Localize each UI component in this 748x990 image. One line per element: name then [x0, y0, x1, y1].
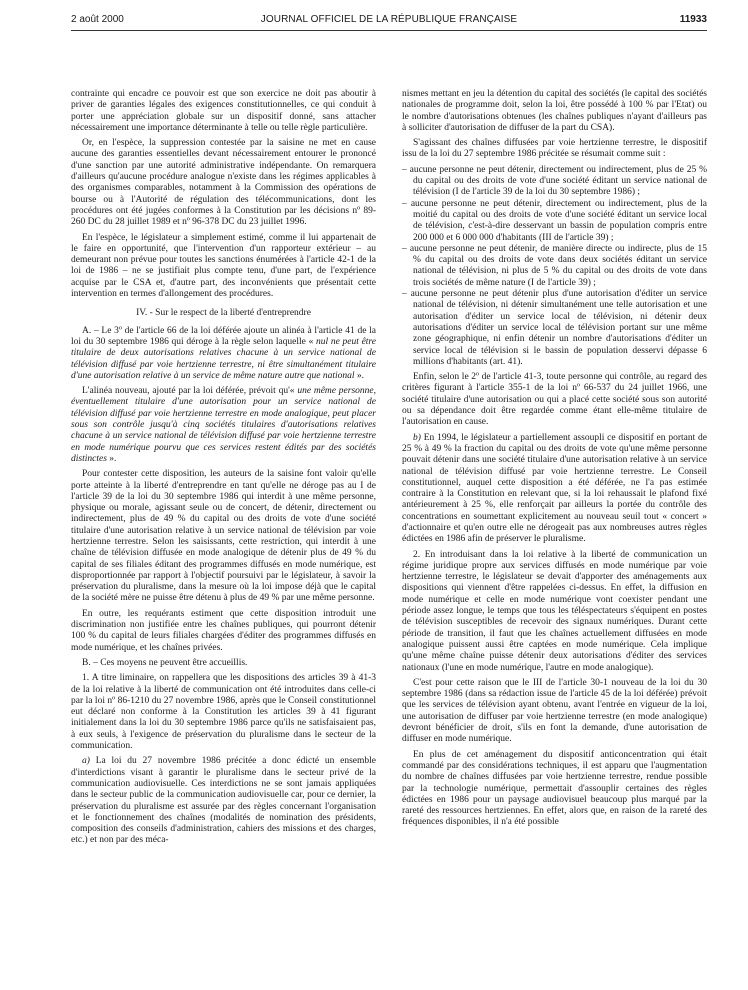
paragraph: En outre, les requérants estiment que cette disposition introduit une discrimination non justifiée entre les chaînes publiques, qui pourront détenir 100 % du capital de leurs filiales chargées d'éditer des programmes diffusés en mode numérique, et les chaînes privées.: [71, 608, 376, 653]
journal-title: JOURNAL OFFICIEL DE LA RÉPUBLIQUE FRANÇAISE: [260, 14, 518, 25]
paragraph: a) La loi du 27 novembre 1986 précitée a donc édicté un ensemble d'interdictions visant à garantir le pluralisme dans le secteur privé de la communication audiovisuelle. Ces interdictions ne se sont jamais appliquées dans le secteur public de la communication audiovisuelle car, pour ce dernier, la préservation du pluralisme est assurée par des règles concernant l'organisation et le fonctionnement des chaînes (modalités de nomination des présidents, composition des conseils d'administration, cahiers des missions et des charges, etc.) et non par des méca-: [71, 756, 376, 846]
quoted-law-text: une même personne, éventuellement titulaire d'une autorisation pour un service national de télévision diffusé par voie hertzienne terrestre en mode analogique, peut placer sous son contrôle jusqu'à cinq sociétés titulaires d'autorisations relatives chacune à un service national de télévision diffusé par voie hertzienne terrestre en mode numérique pourvu que ces services restent édités par des sociétés distinctes: [71, 386, 376, 464]
paragraph: B. – Ces moyens ne peuvent être accueillis.: [82, 657, 248, 668]
paragraph: A. – Le 3º de l'article 66 de la loi déférée ajoute un alinéa à l'article 41 de la loi du 30 septembre 1986 qui déroge à la règle selon laquelle « nul ne peut être titulaire de deux autorisations relatives chacune à un service national de télévision diffusé par voie hertzienne terrestre, ni être simultanément titulaire d'une autorisation relative à un service de même nature autre que national ».: [71, 325, 376, 381]
paragraph: Enfin, selon le 2º de l'article 41-3, toute personne qui contrôle, au regard des critères figurant à l'article 355-1 de la loi nº 66-537 du 24 juillet 1966, une société titulaire d'une autorisation ou qui a placé cette société sous son autorité ou sa dépendance doit être regardée comme étant elle-même titulaire de l'autorisation en cause.: [402, 372, 707, 428]
left-column: [71, 89, 376, 851]
paragraph: 1. A titre liminaire, on rappellera que les dispositions des articles 39 à 41-3 de la loi relative à la liberté de communication ont été introduites dans celle-ci par la loi nº 86-1210 du 27 novembre 1986, après que le Conseil constitutionnel eut déclaré non conforme à la Constitution les articles 39 à 41 figurant initialement dans la loi du 30 septembre 1986 parce qu'ils ne satisfaisaient pas, à eux seuls, à l'exigence de préservation du pluralisme dans le secteur de la communication.: [71, 673, 376, 752]
rules-list: [402, 165, 707, 368]
issue-date: 2 août 2000: [71, 14, 124, 25]
list-item: – aucune personne ne peut détenir plus d'une autorisation d'éditer un service national de télévision, ni détenir simultanément une telle autorisation et une autorisation d'éditer un service local de télévision, ni détenir deux autorisations d'éditer un service local de télévision portant sur une même zone géographique, ni enfin détenir un nombre d'autorisations d'éditer un service local de télévision si le bassin de population desservi dépasse 6 millions d'habitants (art. 41).: [402, 289, 707, 368]
right-column: [402, 89, 707, 833]
running-header: [71, 14, 707, 28]
paragraph: Pour contester cette disposition, les auteurs de la saisine font valoir qu'elle porte atteinte à la liberté d'entreprendre en tant qu'elle ne déroge pas au I de l'article 39 de la loi du 30 septembre 1986 qui interdit à une même personne, physique ou morale, agissant seule ou de concert, de détenir, directement ou indirectement, plus de 49 % du capital ou des droits de vote d'une société titulaire d'une autorisation relative à un service national de télévision par voie hertzienne terrestre. Selon les saisissants, cette restriction, qui interdit à une chaîne de télévision diffusée en mode analogique de détenir plus de 49 % du capital de ses filiales éditant des programmes diffusés en mode numérique, est disproportionnée par rapport à l'objectif poursuivi par le législateur, à savoir la préservation du pluralisme, dans la mesure où la loi impose déjà que le capital de la société mère ne puisse être détenu à plus de 49 % par une même personne.: [71, 469, 376, 604]
paragraph: C'est pour cette raison que le III de l'article 30-1 nouveau de la loi du 30 septembre 1986 (dans sa rédaction issue de l'article 45 de la loi déférée) prévoit que les services de télévision ayant obtenu, avant l'entrée en vigueur de la loi, une autorisation de diffuser par voie hertzienne terrestre (en mode analogique) devront bénéficier de droit, s'ils en font la demande, d'une autorisation de diffuser en mode numérique.: [402, 677, 707, 745]
paragraph: 2. En introduisant dans la loi relative à la liberté de communication un régime juridique propre aux services diffusés en mode numérique par voie hertzienne terrestre, le législateur se devait d'apporter des aménagements aux dispositions qui viennent d'être rappelées ci-dessus. En effet, la diffusion en mode numérique et celle en mode numérique vont coexister pendant une période assez longue, le temps que tous les téléspectateurs s'équipent en postes de télévision susceptibles de recevoir des signaux numériques. Durant cette période de transition, il faut que les chaînes actuellement diffusées en mode analogique puissent aussi être captées en mode numérique. Cela implique qu'une même chaîne puisse détenir deux autorisations d'éditer des services nationaux (l'une en mode numérique, l'autre en mode analogique).: [402, 549, 707, 673]
paragraph: contrainte qui encadre ce pouvoir est que son exercice ne doit pas aboutir à priver de garanties légales des exigences constitutionnelles, ce qui conduit à porter une appréciation globale sur un dispositif donné, sans attacher nécessairement une importance déterminante à telle ou telle règle particulière.: [71, 89, 376, 133]
list-item: – aucune personne ne peut détenir, directement ou indirectement, plus de 25 % du capital ou des droits de vote d'une société éditant un service national de télévision (I de l'article 39 de la loi du 30 septembre 1986) ;: [402, 165, 707, 199]
list-item: – aucune personne ne peut détenir, de manière directe ou indirecte, plus de 15 % du capital ou des droits de vote dans deux sociétés éditant un service national de télévision, ni plus de 5 % du capital ou des droits de vote dans trois sociétés de même nature (I de l'article 39) ;: [402, 244, 707, 289]
paragraph: En l'espèce, le législateur a simplement estimé, comme il lui appartenait de le faire en opportunité, que l'intervention d'un rapporteur extérieur – au demeurant non prévue pour toutes les sanctions énumérées à l'article 42-1 de la loi de 1986 – ne se justifiait plus compte tenu, d'une part, de l'expérience acquise par le CSA et, d'autre part, des inconvénients que présentait cette intervention en termes d'allongement des procédures.: [71, 232, 376, 300]
paragraph: b) En 1994, le législateur a partiellement assoupli ce dispositif en portant de 25 % à 49 % la fraction du capital ou des droits de vote qu'une même personne pouvait détenir dans une société titulaire d'une autorisation relative à un service national de télévision diffusé par voie hertzienne terrestre. Le Conseil constitutionnel, auquel cette disposition a été déférée, ne l'a pas estimée contraire à la Constitution en relevant que, si la loi rehaussait le plafond fixé antérieurement à 25 %, elle renforçait par ailleurs la portée du contrôle des concentrations en soumettant explicitement au nouveau seuil tout « concert » d'actionnaire et qu'en outre elle ne dérogeait pas aux nombreuses autres règles édictées en 1986 afin de préserver le pluralisme.: [402, 432, 707, 545]
paragraph: S'agissant des chaînes diffusées par voie hertzienne terrestre, le dispositif issu de la loi du 27 septembre 1986 précitée se résumait comme suit :: [402, 138, 707, 160]
paragraph: nismes mettant en jeu la détention du capital des sociétés (le capital des sociétés nationales de programme doit, selon la loi, être possédé à 100 % par l'Etat) ou le nombre d'autorisations obtenues (les chaînes publiques n'ayant d'ailleurs pas à solliciter d'autorisation de diffuser de la part du CSA).: [402, 89, 707, 133]
list-item: – aucune personne ne peut détenir, directement ou indirectement, plus de la moitié du capital ou des droits de vote d'une société éditant un service local de télévision, c'est-à-dire desservant un bassin de population compris entre 200 000 et 6 000 000 d'habitants (III de l'article 39) ;: [402, 199, 707, 244]
page-number: 11933: [679, 14, 707, 25]
paragraph: Or, en l'espèce, la suppression contestée par la saisine ne met en cause aucune des garanties essentielles devant nécessairement entourer le prononcé d'une sanction par une autorité administrative indépendante. On remarquera d'ailleurs qu'aucune procédure analogue n'existe dans les régimes applicables à des organismes comparables, notamment à la Commission des opérations de bourse ou à l'Autorité de régulation des télécommunications, dont les procédures ont été jugées conformes à la Constitution par les décisions nº 89-260 DC du 28 juillet 1989 et nº 96-378 DC du 23 juillet 1996.: [71, 138, 376, 228]
paragraph: L'alinéa nouveau, ajouté par la loi déférée, prévoit qu'« une même personne, éventuellement titulaire d'une autorisation pour un service national de télévision diffusé par voie hertzienne terrestre en mode analogique, peut placer sous son contrôle jusqu'à cinq sociétés titulaires d'autorisations relatives chacune à un service national de télévision diffusé par voie hertzienne terrestre en mode numérique pourvu que ces services restent édités par des sociétés distinctes ».: [71, 386, 376, 464]
paragraph: En plus de cet aménagement du dispositif anticoncentration qui était commandé par des considérations techniques, il est apparu que l'augmentation du nombre de chaînes diffusées par voie hertzienne terrestre, rendue possible par la technologie numérique, permettait d'assouplir certaines des règles édictées en 1986 pour un paysage audiovisuel beaucoup plus marqué par la rareté des ressources hertziennes. En effet, alors que, en raison de la rareté des fréquences disponibles, il n'a été possible: [402, 749, 707, 828]
section-heading: IV. - Sur le respect de la liberté d'entreprendre: [136, 308, 311, 319]
quoted-law-text: nul ne peut être titulaire de deux autorisations relatives chacune à un service national de télévision diffusé par voie hertzienne terrestre, ni être simultanément titulaire d'une autorisation relative à un service de même nature autre que national: [71, 336, 376, 381]
header-rule: [71, 30, 707, 31]
